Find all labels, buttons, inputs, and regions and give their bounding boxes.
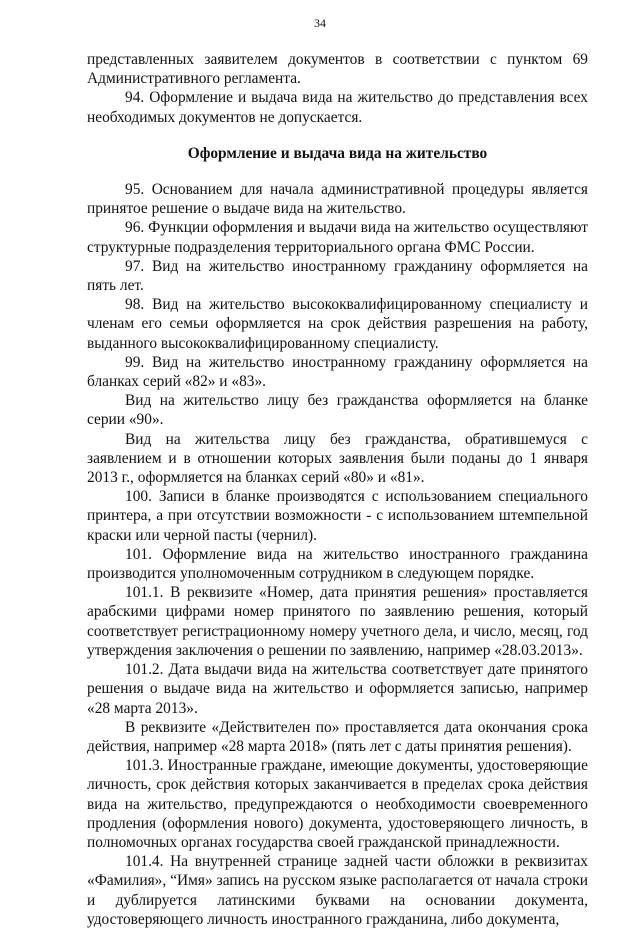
paragraph-101-2: 101.2. Дата выдачи вида на жительства соответствует дате принятого решения о выдаче вида на жительство и оформляется записью, например «28 марта 2013».	[87, 661, 588, 717]
paragraph-101-2-valid-until: В реквизите «Действителен по» проставляется дата окончания срока действия, например «28 марта 2018» (пять лет с даты принятия решения).	[87, 718, 588, 755]
paragraph-100: 100. Записи в бланке производятся с использованием специального принтера, а при отсутствии возможности - с использованием штемпельной краски или черной пасты (чернил).	[87, 488, 588, 544]
paragraph-continuation: представленных заявителем документов в соответствии с пунктом 69 Административного регламента.	[87, 51, 588, 88]
paragraph-97: 97. Вид на жительство иностранному гражданину оформляется на пять лет.	[87, 257, 588, 295]
paragraph-101-1: 101.1. В реквизите «Номер, дата принятия решения» проставляется арабскими цифрами номер принятого по заявлению решения, который соответствует регистрационному номеру учетного дела, и число, месяц, год утверждения заключения о решении по заявлению, например «28.03.2013».	[87, 584, 588, 659]
paragraph-101: 101. Оформление вида на жительство иностранного гражданина производится уполномоченным сотрудником в следующем порядке.	[87, 545, 588, 583]
paragraph-99-stateless: Вид на жительство лицу без гражданства оформляется на бланке серии «90».	[87, 392, 588, 429]
paragraph-95: 95. Основанием для начала административной процедуры является принятое решение о выдаче вида на жительство.	[87, 181, 588, 218]
paragraph-99: 99. Вид на жительство иностранному гражданину оформляется на бланках серий «82» и «83».	[87, 353, 588, 391]
paragraph-94: 94. Оформление и выдача вида на жительство до представления всех необходимых документов не допускается.	[87, 89, 588, 126]
paragraph-101-3: 101.3. Иностранные граждане, имеющие документы, удостоверяющие личность, срок действия которых заканчивается в пределах срока действия вида на жительство, предупреждаются о необходимости своевременного продления (оформления нового) документа, удостоверяющего личность, в полномочных органах государства своей гражданской принадлежности.	[87, 757, 588, 851]
page-number: 34	[314, 16, 326, 30]
paragraph-98: 98. Вид на жительство высококвалифицированному специалисту и членам его семьи оформляется на срок действия разрешения на работу, выданного высококвалифицированному специалисту.	[87, 296, 588, 352]
document-body	[87, 50, 588, 929]
section-heading: Оформление и выдача вида на жительство	[187, 144, 488, 162]
paragraph-101-4: 101.4. На внутренней странице задней части обложки в реквизитах «Фамилия», “Имя» запись на русском языке располагается от начала строки и дублируется латинскими буквами на основании документа, удостоверяющего личность иностранного гражданина, либо документа,	[87, 853, 588, 928]
paragraph-96: 96. Функции оформления и выдачи вида на жительство осуществляют структурные подразделения территориального органа ФМС России.	[87, 219, 588, 256]
paragraph-99-stateless-2013: Вид на жительства лицу без гражданства, обратившемуся с заявлением и в отношении которых заявления были поданы до 1 января 2013 г., оформляется на бланках серий «80» и «81».	[87, 430, 588, 487]
